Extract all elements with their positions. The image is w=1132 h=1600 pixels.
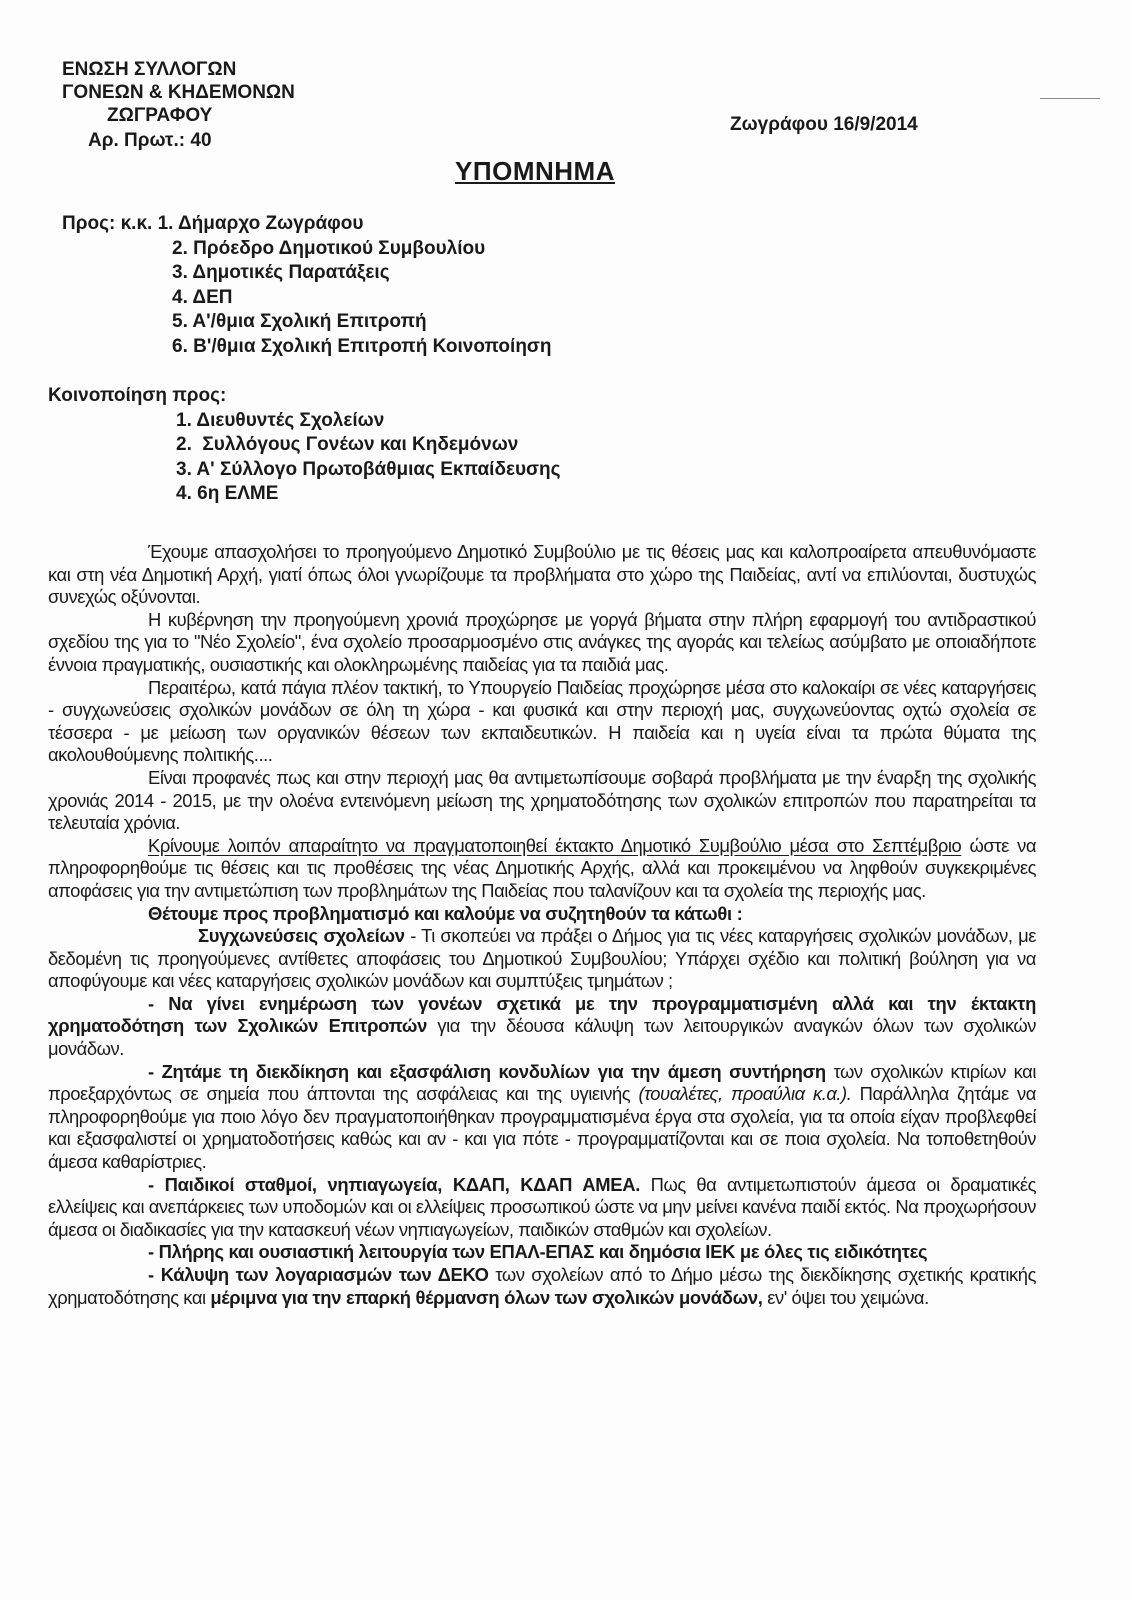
cc-block — [48, 384, 561, 507]
document-title: ΥΠΟΜΝΗΜΑ — [455, 156, 615, 186]
paragraph-text: Πως θα αντιμετωπιστούν άμεσα οι δραματικές ελλείψεις και ανεπάρκειες των υποδομών και οι ελλείψεις προσωπικού ώστε να μην μείνει κανένα παιδί εκτός. Να προχωρήσουν άμεσα οι διαδικασίες για την κατασκευή νέων νηπιαγωγείων, παιδικών σταθμών και σχολείων. — [48, 1173, 1037, 1240]
paragraph-text: - Τι σκοπεύει να πράξει ο Δήμος για τις νέες καταργήσεις σχολικών μονάδων, με δεδομένη τις προηγούμενες αντίθετες αποφάσεις του Δημοτικού Συμβουλίου; Υπάρχει σχέδιο και πολιτική βούληση για να αποφύγουμε και νέες καταργήσεις σχολικών μονάδων και συμπτύξεις τμημάτων ; — [48, 925, 1036, 992]
paragraph-text: των σχολικών κτιρίων και προεξαρχόντως σε σημεία που άπτονται της ασφάλειας και της υγιεινής — [48, 1060, 1036, 1105]
cc-label: Κοινοποίηση προς: — [48, 385, 227, 406]
scan-mark — [1040, 98, 1100, 99]
paragraph — [48, 925, 1036, 993]
recipient-item: 3. Δημοτικές Παρατάξεις — [172, 262, 390, 283]
bold-text: - Παιδικοί σταθμοί, νηπιαγωγεία, ΚΔΑΠ, ΚΔΑΠ ΑΜΕΑ. — [148, 1173, 641, 1195]
bold-text: Συγχωνεύσεις σχολείων — [198, 925, 405, 947]
cc-item: 4. 6η ΕΛΜΕ — [176, 483, 279, 504]
recipient-item: 2. Πρόεδρο Δημοτικού Συμβουλίου — [172, 237, 486, 259]
paragraph-text: ώστε να πληροφορηθούμε τις θέσεις και τις προθέσεις της νέας Δημοτικής Αρχής, αλλά και προκειμένου να ληφθούν συγκεκριμένες αποφάσεις για την αντιμετώπιση των προβλημάτων της Παιδείας που ταλανίζουν και τα σχολεία της περιοχής μας. — [48, 834, 1036, 901]
recipient-item: 4. ΔΕΠ — [172, 286, 233, 308]
cc-item: 1. Διευθυντές Σχολείων — [176, 409, 385, 431]
paragraph-text: για την δέουσα κάλυψη των λειτουργικών αναγκών όλων των σχολικών μονάδων. — [48, 1015, 1036, 1060]
org-name-line2: ΓΟΝΕΩΝ & ΚΗΔΕΜΟΝΩΝ — [62, 82, 295, 103]
paragraph — [48, 835, 1036, 903]
recipient-item: 5. Α'/θμια Σχολική Επιτροπή — [172, 311, 427, 332]
paragraph — [48, 1174, 1036, 1242]
bold-text: - Να γίνει ενημέρωση των γονέων σχετικά με την προγραμματισμένη αλλά και την έκτακτη χρηματοδότηση των Σχολικών Επιτροπών — [48, 992, 1036, 1037]
paragraph: Η κυβέρνηση την προηγούμενη χρονιά προχώρησε με γοργά βήματα στην πλήρη εφαρμογή του αντιδραστικού σχεδίου της για το "Νέο Σχολείο", ένα σχολείο προσαρμοσμένο στις ανάγκες της αγοράς και τελείως ασύμβατο με οποιαδήποτε έννοια πραγματικής, ουσιαστικής και ολοκληρωμένης παιδείας για τα παιδιά μας. — [48, 608, 1036, 675]
paragraph-text: εν' όψει του χειμώνα. — [762, 1286, 929, 1308]
bold-text: - Κάλυψη των λογαριασμών των ΔΕΚΟ — [148, 1264, 489, 1285]
italic-text: (τουαλέτες, προαύλια κ.α.). — [638, 1083, 852, 1105]
paragraph: Είναι προφανές πως και στην περιοχή μας θα αντιμετωπίσουμε σοβαρά προβλήματα με την έναρξη της σχολικής χρονιάς 2014 - 2015, με την ολοένα εντεινόμενη μείωση της χρηματοδότησης των σχολικών επιτροπών που παρατηρείται τα τελευταία χρόνια. — [48, 766, 1036, 834]
paragraph — [48, 1061, 1036, 1174]
recipients-block — [62, 212, 552, 359]
paragraph — [48, 1241, 1036, 1264]
org-name-line3: ΖΩΓΡΑΦΟΥ — [107, 105, 213, 126]
paragraph: Περαιτέρω, κατά πάγια πλέον τακτική, το Υπουργείο Παιδείας προχώρησε μέσα στο καλοκαίρι σε νέες καταργήσεις - συγχωνεύσεις σχολικών μονάδων σε όλη τη χώρα - και φυσικά και στην περιοχή μας, συγχωνεύοντας οχτώ σχολεία σε τέσσερα - με μείωση των οργανικών θέσεων των εκπαιδευτικών. Η παιδεία και η υγεία είναι τα πρώτα θύματα της ακολουθούμενης πολιτικής.... — [48, 676, 1036, 766]
document-date: Ζωγράφου 16/9/2014 — [730, 114, 918, 135]
bold-text: μέριμνα για την επαρκή θέρμανση όλων των σχολικών μονάδων, — [210, 1286, 763, 1308]
paragraph-text: Παράλληλα ζητάμε να πληροφορηθούμε για ποιο λόγο δεν πραγματοποιήθηκαν προγραμματισμένα έργα στα σχολεία, για τα οποία είχαν προβλεφθεί και εξασφαλιστεί οι χρηματοδοτήσεις καθώς και αν - και για πότε - προγραμματίζονται και σε ποια σχολεία. Να τοποθετηθούν άμεσα καθαρίστριες. — [48, 1083, 1036, 1173]
cc-item: 3. Α' Σύλλογο Πρωτοβάθμιας Εκπαίδευσης — [176, 458, 561, 480]
bold-text: - Πλήρης και ουσιαστική λειτουργία των ΕΠΑΛ-ΕΠΑΣ και δημόσια ΙΕΚ με όλες τις ειδικότητες — [148, 1241, 928, 1263]
recipient-item: 6. Β'/θμια Σχολική Επιτροπή Κοινοποίηση — [172, 335, 552, 357]
bold-text: - Ζητάμε τη διεκδίκηση και εξασφάλιση κονδυλίων για την άμεση συντήρηση — [148, 1060, 826, 1082]
cc-item: 2. Συλλόγους Γονέων και Κηδεμόνων — [176, 434, 519, 455]
paragraph — [48, 993, 1036, 1061]
recipient-item: 1. Δήμαρχο Ζωγράφου — [157, 213, 364, 234]
paragraph — [48, 1264, 1036, 1309]
memo-body — [48, 541, 1036, 1309]
protocol-number: Αρ. Πρωτ.: 40 — [88, 130, 212, 151]
heading-text: Θέτουμε προς προβληματισμό και καλούμε να συζητηθούν τα κάτωθι : — [148, 902, 743, 924]
paragraph: Έχουμε απασχολήσει το προηγούμενο Δημοτικό Συμβούλιο με τις θέσεις μας και καλοπροαίρετα απευθυνόμαστε και στη νέα Δημοτική Αρχή, γιατί όπως όλοι γνωρίζουμε τα προβλήματα στο χώρο της Παιδείας, αντί να επιλύονται, δυστυχώς συνεχώς οξύνονται. — [48, 541, 1036, 608]
underlined-request: Κρίνουμε λοιπόν απαραίτητο να πραγματοποιηθεί έκτακτο Δημοτικό Συμβούλιο μέσα στο Σεπτέμβριο — [148, 834, 962, 856]
section-heading — [48, 903, 1036, 926]
org-name-line1: ΕΝΩΣΗ ΣΥΛΛΟΓΩΝ — [62, 59, 237, 80]
recipients-label: Προς: κ.κ. — [62, 213, 153, 234]
paragraph-text: των σχολείων από το Δήμο μέσω της διεκδίκησης σχετικής κρατικής χρηματοδότησης και — [48, 1264, 1036, 1308]
organization-block — [62, 58, 295, 152]
